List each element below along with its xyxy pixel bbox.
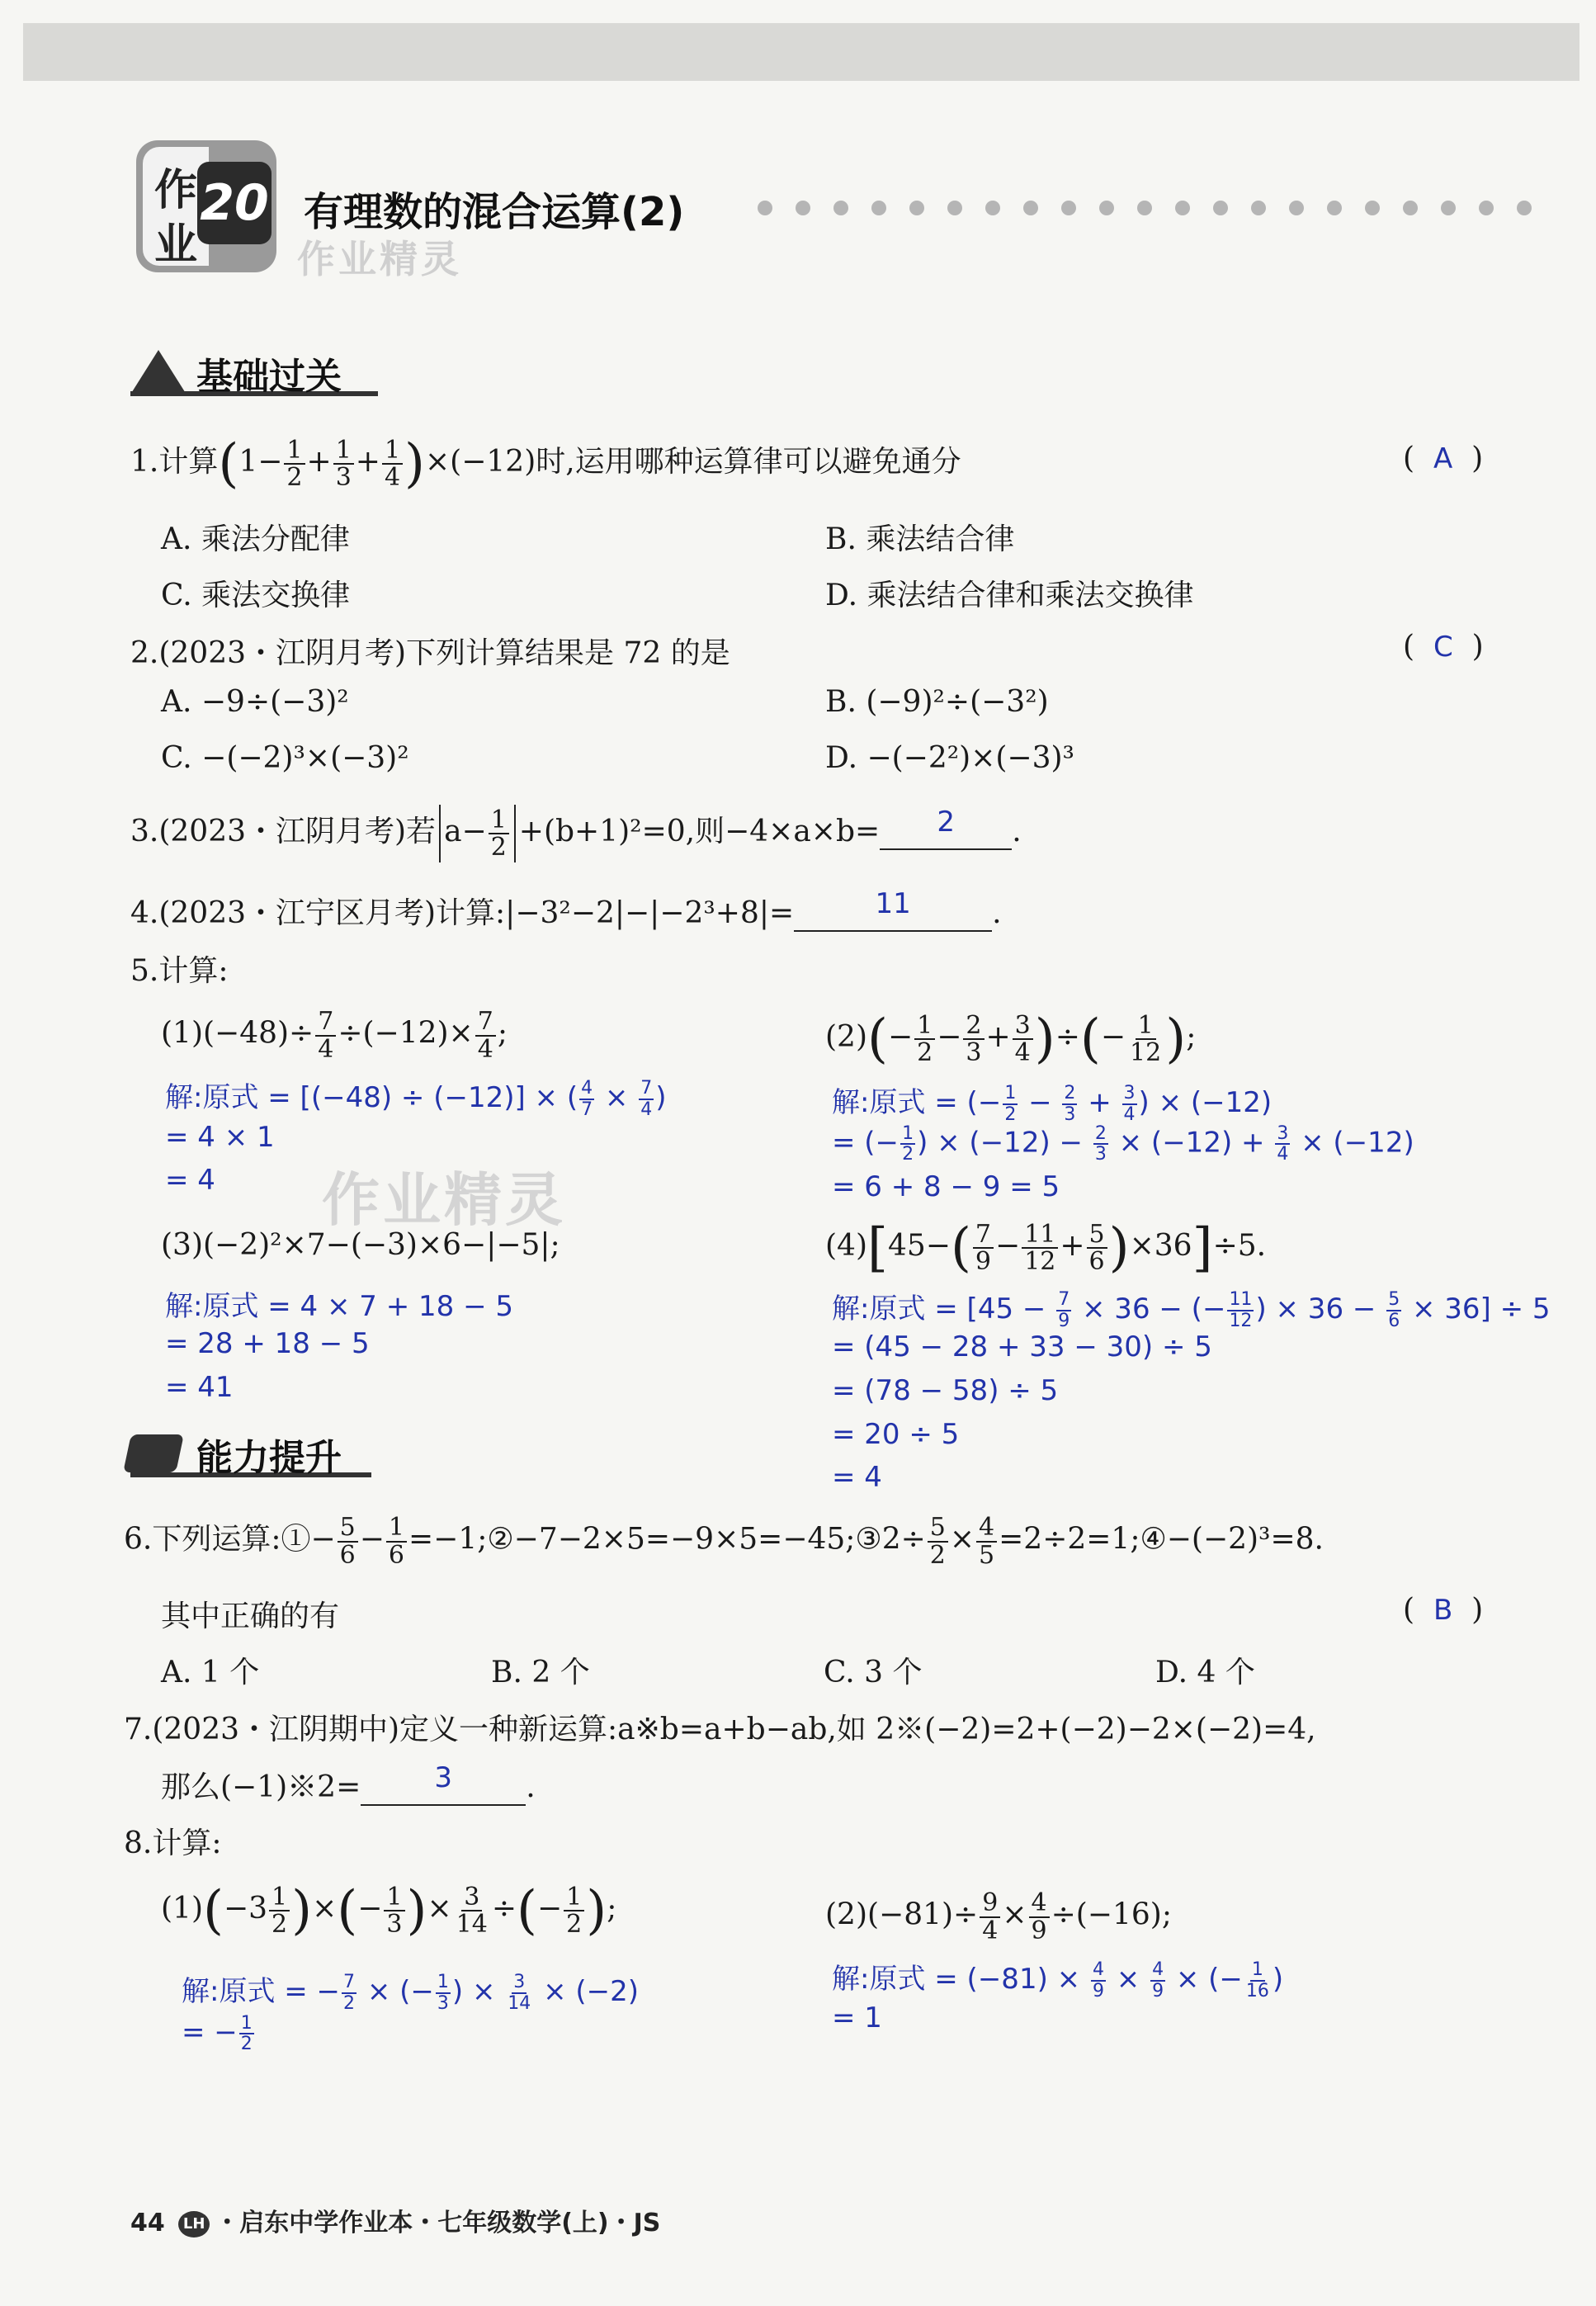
lesson-badge bbox=[136, 140, 276, 272]
q5-4-solution-line4: = 20 ÷ 5 bbox=[832, 1418, 960, 1451]
section-triangle-icon bbox=[130, 350, 187, 395]
q6-option-c: C. 3 个 bbox=[824, 1656, 923, 1689]
q5-2-solution-line1: 解:原式 = (− $\frac{1}{2}$ − $\frac{2}{3}$ + $\frac{3}{4}$ ) × (−12) bbox=[832, 1083, 1273, 1125]
q1-option-b: B. 乘法结合律 bbox=[825, 522, 1015, 556]
q5-part-3: (3)(−2)²×7−(−3)×6−|−5|; bbox=[161, 1228, 560, 1262]
q5-4-solution-line1: 解:原式 = [45 − $\frac{7}{9}$ × 36 − (− $\frac{11}{12}$ ) × 36 − $\frac{5}{6}$ × 36] ÷ 5 bbox=[832, 1289, 1551, 1331]
q5-2-solution-line3: = 6 + 8 − 9 = 5 bbox=[832, 1170, 1060, 1203]
q7-answer: 3 bbox=[434, 1761, 453, 1794]
q3-answer: 2 bbox=[937, 806, 955, 839]
question-5-title: 5.计算: bbox=[130, 954, 229, 988]
section-block-icon bbox=[123, 1434, 184, 1472]
q2-answer: C bbox=[1433, 631, 1453, 664]
q8-part-2: (2)(−81)÷ $\frac{9}{4}$ × $\frac{4}{9}$ ÷(−16); bbox=[825, 1888, 1172, 1945]
q5-4-solution-line2: = (45 − 28 + 33 − 30) ÷ 5 bbox=[832, 1330, 1212, 1363]
q5-part-4: (4)[45−( $\frac{7}{9}$ − $\frac{11}{12}$ + $\frac{5}{6}$ )×36]÷5. bbox=[825, 1217, 1267, 1278]
q5-3-solution-line1: 解:原式 = 4 × 7 + 18 − 5 bbox=[165, 1290, 514, 1323]
q5-part-1: (1)(−48)÷ $\frac{7}{4}$ ÷(−12)× $\frac{7}{4}$ ; bbox=[161, 1007, 508, 1064]
q5-1-solution-line3: = 4 bbox=[165, 1164, 215, 1197]
q5-4-solution-line3: = (78 − 58) ÷ 5 bbox=[832, 1374, 1059, 1407]
section-advanced bbox=[124, 1428, 380, 1477]
badge-char-bottom: 业 bbox=[154, 220, 198, 270]
question-4: 4.(2023・江宁区月考)计算:|−3²−2|−|−2³+8|= 11 . bbox=[130, 887, 1002, 930]
q5-part-2: (2)(− $\frac{1}{2}$ − $\frac{2}{3}$ + $\frac{3}{4}$ )÷(− $\frac{1}{12}$ ); bbox=[825, 1009, 1197, 1070]
q5-4-solution-line5: = 4 bbox=[832, 1461, 882, 1494]
q1-option-d: D. 乘法结合律和乘法交换律 bbox=[825, 579, 1194, 612]
q8-part-1: (1)(−3 $\frac{1}{2}$ )×(− $\frac{1}{3}$ )× $\frac{3}{14}$ ÷(− $\frac{1}{2}$ ); bbox=[161, 1880, 617, 1941]
title-dots-decoration bbox=[758, 201, 1555, 219]
q5-3-solution-line3: = 41 bbox=[165, 1371, 234, 1404]
question-3: 3.(2023・江阴月考)若 a− $\frac{1}{2}$ +(b+1)²=0,则−4×a×b= 2 . bbox=[130, 805, 1022, 862]
question-7-line1: 7.(2023・江阴期中)定义一种新运算:a※b=a+b−ab,如 2※(−2)=2+(−2)−2×(−2)=4, bbox=[124, 1713, 1316, 1746]
q2-option-b: B. (−9)²÷(−3²) bbox=[825, 685, 1049, 719]
watermark-middle: 作业精灵 bbox=[322, 1166, 566, 1234]
badge-char-top: 作 bbox=[154, 166, 198, 215]
q5-3-solution-line2: = 28 + 18 − 5 bbox=[165, 1327, 370, 1360]
q5-1-solution-line2: = 4 × 1 bbox=[165, 1121, 275, 1154]
q1-option-c: C. 乘法交换律 bbox=[161, 579, 351, 612]
page-footer bbox=[130, 2202, 660, 2238]
q8-1-solution-line2: = − $\frac{1}{2}$ bbox=[182, 2013, 253, 2055]
q1-option-a: A. 乘法分配律 bbox=[161, 522, 350, 556]
q6-option-b: B. 2 个 bbox=[491, 1656, 590, 1689]
q8-2-solution-line2: = 1 bbox=[832, 2001, 882, 2034]
q2-option-c: C. −(−2)³×(−3)² bbox=[161, 741, 409, 775]
q6-option-d: D. 4 个 bbox=[1155, 1656, 1255, 1689]
q1-answer-bracket: ( A ) bbox=[1403, 442, 1484, 475]
q6-line2: 其中正确的有 bbox=[161, 1600, 340, 1633]
watermark-small: 作业精灵 bbox=[297, 237, 462, 281]
question-8-title: 8.计算: bbox=[124, 1826, 222, 1860]
q1-answer: A bbox=[1433, 442, 1453, 475]
section-basic-label: 基础过关 bbox=[196, 356, 342, 398]
q2-option-d: D. −(−2²)×(−3)³ bbox=[825, 741, 1074, 775]
q8-2-solution-line1: 解:原式 = (−81) × $\frac{4}{9}$ × $\frac{4}{9}$ × (− $\frac{1}{16}$ ) bbox=[832, 1959, 1284, 2001]
section-advanced-label: 能力提升 bbox=[196, 1437, 342, 1479]
q8-1-solution-line1: 解:原式 = − $\frac{7}{2}$ × (− $\frac{1}{3}$ ) × $\frac{3}{14}$ × (−2) bbox=[182, 1972, 640, 2014]
q2-answer-bracket: ( C ) bbox=[1403, 630, 1484, 664]
q4-answer: 11 bbox=[875, 887, 911, 920]
q2-option-a: A. −9÷(−3)² bbox=[161, 685, 349, 719]
q5-1-solution-line1: 解:原式 = [(−48) ÷ (−12)] × ( $\frac{4}{7}$ × $\frac{7}{4}$ ) bbox=[165, 1078, 667, 1120]
badge-number: 20 bbox=[197, 162, 272, 244]
question-2: 2.(2023・江阴月考)下列计算结果是 72 的是 bbox=[130, 636, 730, 670]
page-title: 有理数的混合运算(2) bbox=[304, 189, 685, 235]
q6-answer: B bbox=[1433, 1594, 1453, 1627]
question-6: 6.下列运算:①− $\frac{5}{6}$ − $\frac{1}{6}$ =−1;②−7−2×5=−9×5=−45;③2÷ $\frac{5}{2}$ × $\frac{4}{5}$ =2÷2=1;④−(−2)³=8. bbox=[124, 1513, 1324, 1570]
publisher-logo-icon: LH bbox=[178, 2211, 210, 2237]
q6-answer-bracket: ( B ) bbox=[1403, 1593, 1484, 1627]
page-number: 44 bbox=[130, 2209, 165, 2237]
section-basic bbox=[130, 347, 386, 396]
q6-option-a: A. 1 个 bbox=[161, 1656, 260, 1689]
question-1: 1.计算(1− $\frac{1}{2}$ + $\frac{1}{3}$ + $\frac{1}{4}$ )×(−12)时,运用哪种运算律可以避免通分 bbox=[130, 433, 961, 494]
footer-text: ・启东中学作业本・七年级数学(上)・JS bbox=[215, 2209, 661, 2237]
q5-2-solution-line2: = (− $\frac{1}{2}$ ) × (−12) − $\frac{2}{3}$ × (−12) + $\frac{3}{4}$ × (−12) bbox=[832, 1123, 1414, 1165]
question-7-line2: 那么(−1)※2= 3 . bbox=[161, 1761, 536, 1804]
